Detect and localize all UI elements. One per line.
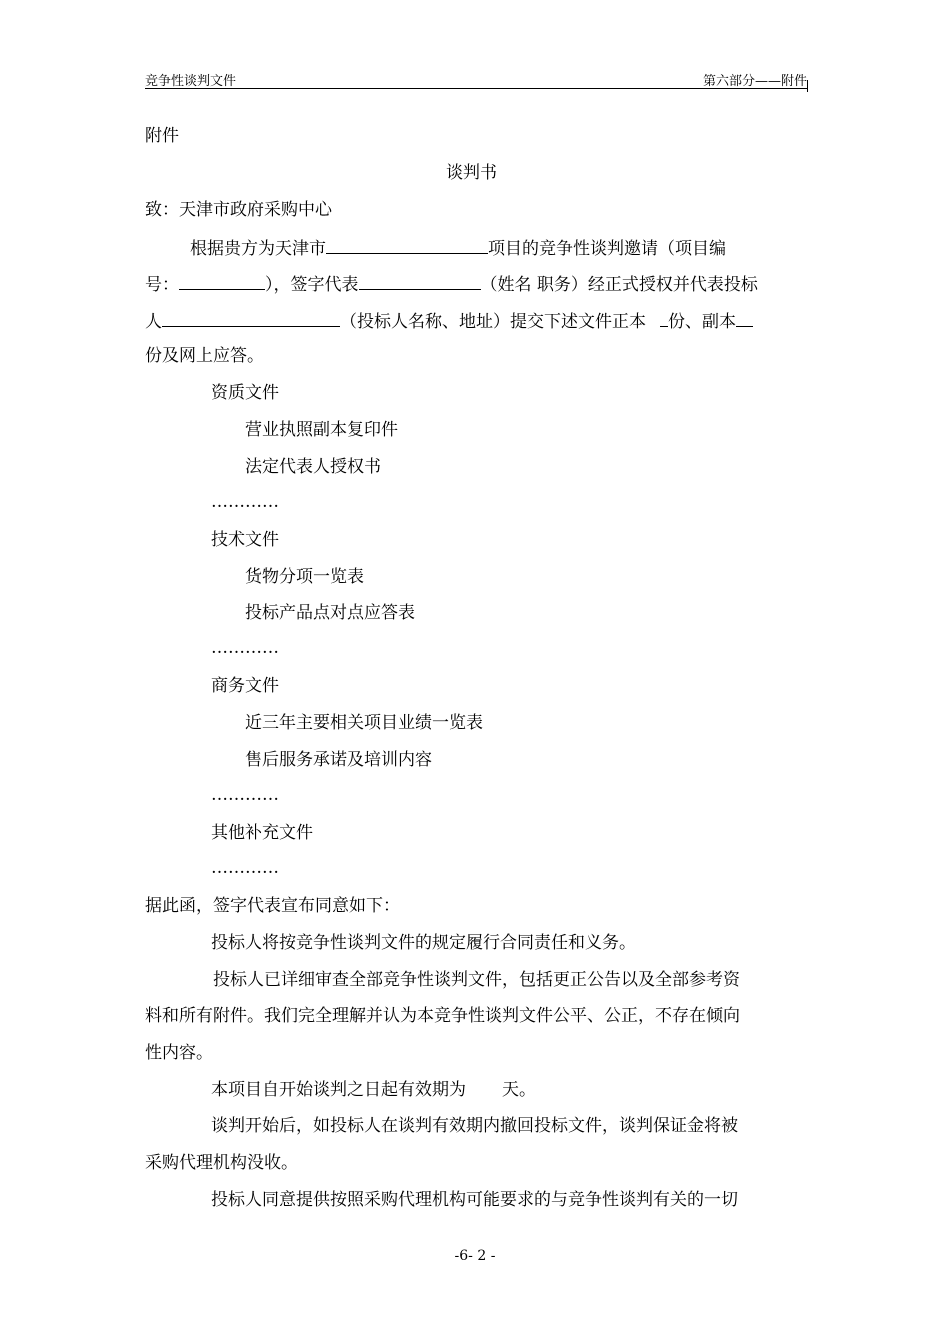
tech-dots: ………… bbox=[211, 638, 279, 658]
biz-title: 商务文件 bbox=[211, 676, 279, 696]
clause-3 bbox=[211, 1080, 536, 1100]
clause-3-text: 天。 bbox=[502, 1080, 536, 1100]
header-right: 第六部分——附件 bbox=[702, 74, 807, 89]
qual-dots: ………… bbox=[211, 492, 279, 512]
clause-5-line-1: 投标人同意提供按照采购代理机构可能要求的与竞争性谈判有关的一切 bbox=[211, 1190, 738, 1210]
header-left: 竞争性谈判文件 bbox=[145, 74, 237, 89]
intro-line-2 bbox=[145, 273, 758, 295]
page-number: -6- 2 - bbox=[454, 1248, 496, 1264]
intro-text: ），签字代表 bbox=[265, 275, 359, 295]
biz-dots: ………… bbox=[211, 785, 279, 805]
bidder-blank[interactable] bbox=[162, 310, 340, 327]
clause-2-line-3: 性内容。 bbox=[145, 1043, 213, 1063]
tech-title: 技术文件 bbox=[211, 530, 279, 550]
intro-text: 份、副本 bbox=[668, 312, 736, 332]
clause-2-line-1: 投标人已详细审查全部竞争性谈判文件，包括更正公告以及全部参考资 bbox=[213, 970, 740, 990]
intro-text: 项目的竞争性谈判邀请（项目编 bbox=[488, 239, 726, 259]
biz-item: 售后服务承诺及培训内容 bbox=[245, 750, 432, 770]
qual-item: 营业执照副本复印件 bbox=[245, 420, 398, 440]
duplicate-copies-blank[interactable] bbox=[736, 310, 753, 327]
intro-text: （投标人名称、地址）提交下述文件正本 bbox=[340, 312, 646, 332]
signatory-blank[interactable] bbox=[359, 273, 481, 290]
document-title: 谈判书 bbox=[446, 163, 497, 183]
tech-item: 货物分项一览表 bbox=[245, 567, 364, 587]
tech-item: 投标产品点对点应答表 bbox=[245, 603, 415, 623]
addressee: 致：天津市政府采购中心 bbox=[145, 200, 332, 220]
intro-text: （姓名 职务）经正式授权并代表投标 bbox=[480, 275, 758, 295]
intro-line-3 bbox=[145, 310, 753, 332]
header-tick bbox=[807, 80, 808, 92]
intro-text: 人 bbox=[145, 312, 162, 332]
intro-line-4: 份及网上应答。 bbox=[145, 346, 264, 366]
other-dots: ………… bbox=[211, 858, 279, 878]
header-rule bbox=[145, 88, 808, 89]
project-number-blank[interactable] bbox=[179, 273, 265, 290]
qual-title: 资质文件 bbox=[211, 383, 279, 403]
section-label: 附件 bbox=[145, 126, 179, 146]
declaration: 据此函，签字代表宣布同意如下： bbox=[145, 896, 400, 916]
biz-item: 近三年主要相关项目业绩一览表 bbox=[245, 713, 483, 733]
intro-line-1 bbox=[190, 237, 726, 259]
original-copies-blank[interactable] bbox=[660, 310, 668, 327]
intro-text: 号： bbox=[145, 275, 179, 295]
clause-1: 投标人将按竞争性谈判文件的规定履行合同责任和义务。 bbox=[211, 933, 636, 953]
clause-2-line-2: 料和所有附件。我们完全理解并认为本竞争性谈判文件公平、公正，不存在倾向 bbox=[145, 1006, 740, 1026]
clause-3-text: 本项目自开始谈判之日起有效期为 bbox=[211, 1080, 466, 1100]
clause-4-line-1: 谈判开始后，如投标人在谈判有效期内撤回投标文件，谈判保证金将被 bbox=[211, 1116, 738, 1136]
other-title: 其他补充文件 bbox=[211, 823, 313, 843]
city-project-blank[interactable] bbox=[326, 237, 488, 254]
qual-item: 法定代表人授权书 bbox=[245, 457, 381, 477]
clause-4-line-2: 采购代理机构没收。 bbox=[145, 1153, 298, 1173]
intro-text: 根据贵方为天津市 bbox=[190, 239, 326, 259]
